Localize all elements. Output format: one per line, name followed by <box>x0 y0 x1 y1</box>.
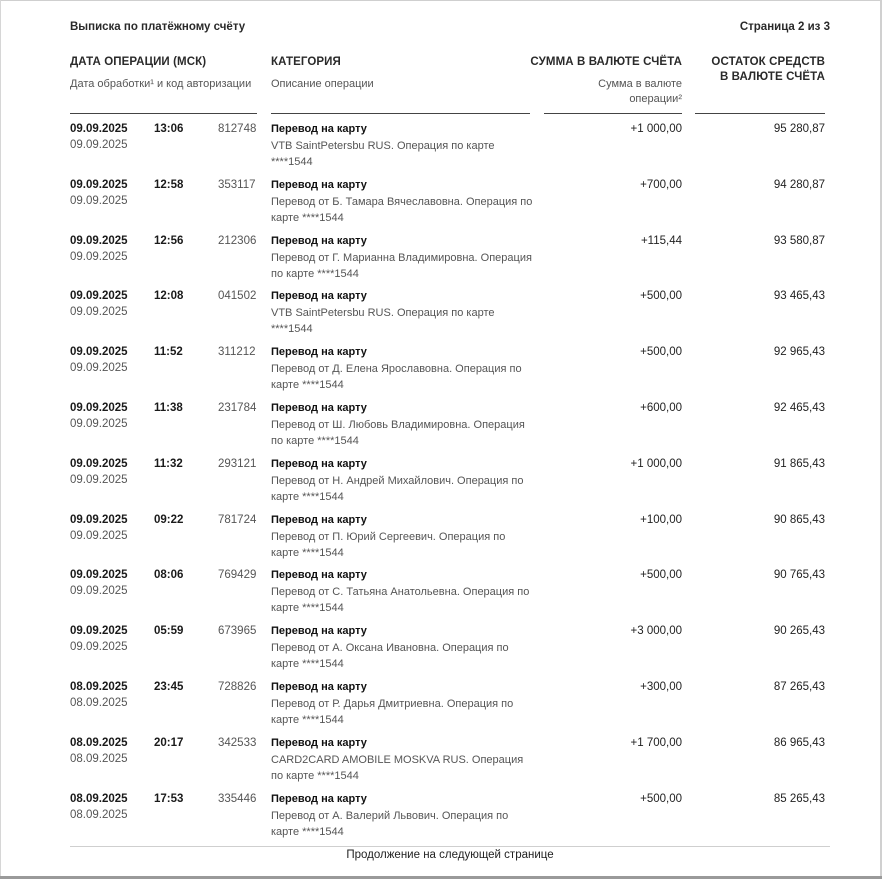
operation-time: 12:08 <box>154 290 184 302</box>
account-balance: 85 265,43 <box>773 793 825 805</box>
operation-description: Перевод от Б. Тамара Вячеславовна. Операция по карте ****1544 <box>271 196 533 224</box>
operation-amount: +300,00 <box>640 681 682 693</box>
operation-amount: +1 000,00 <box>630 123 682 135</box>
operation-category: Перевод на карту <box>271 737 367 749</box>
authorization-code: 342533 <box>218 737 257 749</box>
processing-date: 08.09.2025 <box>70 809 128 821</box>
operation-time: 11:32 <box>154 458 183 470</box>
transaction-row <box>0 681 882 737</box>
operation-category: Перевод на карту <box>271 793 367 805</box>
account-balance: 92 965,43 <box>773 346 825 358</box>
processing-date: 09.09.2025 <box>70 418 128 430</box>
operation-description: CARD2CARD AMOBILE MOSKVA RUS. Операция по карте ****1544 <box>271 754 524 782</box>
authorization-code: 769429 <box>218 569 257 581</box>
operation-description: Перевод от Ш. Любовь Владимировна. Операция по карте ****1544 <box>271 419 525 447</box>
operation-amount: +500,00 <box>640 569 682 581</box>
authorization-code: 293121 <box>218 458 257 470</box>
operation-date: 09.09.2025 <box>70 402 128 414</box>
transaction-row <box>0 346 882 402</box>
operation-date: 09.09.2025 <box>70 123 128 135</box>
operation-time: 23:45 <box>154 681 184 693</box>
column-subheader-amount: Сумма в валюте <box>598 78 682 90</box>
account-balance: 91 865,43 <box>773 458 825 470</box>
operation-category: Перевод на карту <box>271 514 367 526</box>
operation-category: Перевод на карту <box>271 402 367 414</box>
operation-date: 09.09.2025 <box>70 290 128 302</box>
account-balance: 90 265,43 <box>773 625 825 637</box>
account-balance: 93 465,43 <box>773 290 825 302</box>
operation-time: 12:56 <box>154 235 184 247</box>
operation-date: 08.09.2025 <box>70 793 128 805</box>
operation-description: Перевод от А. Валерий Львович. Операция по карте ****1544 <box>271 810 509 838</box>
column-header-date: ДАТА ОПЕРАЦИИ (МСК) <box>70 56 207 68</box>
operation-time: 13:06 <box>154 123 184 135</box>
column-header-balance-2: В ВАЛЮТЕ СЧЁТА <box>719 71 825 83</box>
processing-date: 09.09.2025 <box>70 585 128 597</box>
operation-time: 11:38 <box>154 402 183 414</box>
authorization-code: 041502 <box>218 290 257 302</box>
processing-date: 09.09.2025 <box>70 195 128 207</box>
processing-date: 08.09.2025 <box>70 753 128 765</box>
transaction-row <box>0 123 882 179</box>
authorization-code: 812748 <box>218 123 257 135</box>
operation-date: 09.09.2025 <box>70 458 128 470</box>
operation-category: Перевод на карту <box>271 123 367 135</box>
page-border-top <box>0 0 882 1</box>
operation-amount: +500,00 <box>640 346 682 358</box>
operation-time: 09:22 <box>154 514 184 526</box>
column-subheader-amount-2: операции² <box>629 93 682 105</box>
transaction-row <box>0 458 882 514</box>
operation-date: 09.09.2025 <box>70 235 128 247</box>
authorization-code: 335446 <box>218 793 257 805</box>
processing-date: 08.09.2025 <box>70 697 128 709</box>
operation-category: Перевод на карту <box>271 290 367 302</box>
processing-date: 09.09.2025 <box>70 306 128 318</box>
operation-amount: +500,00 <box>640 290 682 302</box>
operation-date: 08.09.2025 <box>70 737 128 749</box>
operation-category: Перевод на карту <box>271 569 367 581</box>
header-divider-amount <box>544 113 682 114</box>
header-divider-date <box>70 113 257 114</box>
document-title: Выписка по платёжному счёту <box>70 21 246 33</box>
operation-description: Перевод от Г. Марианна Владимировна. Операция по карте ****1544 <box>271 252 532 280</box>
authorization-code: 311212 <box>218 346 256 358</box>
account-balance: 87 265,43 <box>773 681 825 693</box>
processing-date: 09.09.2025 <box>70 139 128 151</box>
operation-date: 09.09.2025 <box>70 179 128 191</box>
operation-description: Перевод от Р. Дарья Дмитриевна. Операция по карте ****1544 <box>271 698 514 726</box>
operation-time: 17:53 <box>154 793 184 805</box>
operation-amount: +115,44 <box>640 235 682 247</box>
account-balance: 90 865,43 <box>773 514 825 526</box>
continuation-note: Продолжение на следующей странице <box>346 849 554 861</box>
processing-date: 09.09.2025 <box>70 474 128 486</box>
operation-description: VTB SaintPetersbu RUS. Операция по карте ****1544 <box>271 140 495 168</box>
operation-amount: +1 700,00 <box>630 737 682 749</box>
operation-date: 09.09.2025 <box>70 625 128 637</box>
transaction-row <box>0 514 882 570</box>
transaction-row <box>0 625 882 681</box>
column-header-category: КАТЕГОРИЯ <box>271 56 341 68</box>
processing-date: 09.09.2025 <box>70 530 128 542</box>
operation-category: Перевод на карту <box>271 681 367 693</box>
operation-amount: +100,00 <box>640 514 682 526</box>
account-balance: 92 465,43 <box>773 402 825 414</box>
account-balance: 94 280,87 <box>773 179 825 191</box>
transaction-row <box>0 402 882 458</box>
footer-divider <box>70 846 830 847</box>
transaction-row <box>0 737 882 793</box>
operation-date: 09.09.2025 <box>70 569 128 581</box>
authorization-code: 781724 <box>218 514 257 526</box>
operation-description: Перевод от С. Татьяна Анатольевна. Операция по карте ****1544 <box>271 586 530 614</box>
account-balance: 95 280,87 <box>773 123 825 135</box>
operation-amount: +1 000,00 <box>630 458 682 470</box>
operation-category: Перевод на карту <box>271 235 367 247</box>
account-balance: 86 965,43 <box>773 737 825 749</box>
operation-category: Перевод на карту <box>271 346 367 358</box>
operation-date: 09.09.2025 <box>70 346 128 358</box>
operation-category: Перевод на карту <box>271 458 367 470</box>
operation-time: 08:06 <box>154 569 184 581</box>
operation-description: Перевод от Д. Елена Ярославовна. Операция по карте ****1544 <box>271 363 522 391</box>
transaction-row <box>0 235 882 291</box>
operation-amount: +600,00 <box>640 402 682 414</box>
operation-description: Перевод от Н. Андрей Михайлович. Операция по карте ****1544 <box>271 475 524 503</box>
operation-description: VTB SaintPetersbu RUS. Операция по карте ****1544 <box>271 307 495 335</box>
operation-description: Перевод от А. Оксана Ивановна. Операция по карте ****1544 <box>271 642 509 670</box>
operation-date: 09.09.2025 <box>70 514 128 526</box>
page-number: Страница 2 из 3 <box>739 21 830 33</box>
account-balance: 93 580,87 <box>773 235 825 247</box>
column-subheader-category: Описание операции <box>271 78 374 90</box>
authorization-code: 728826 <box>218 681 257 693</box>
processing-date: 09.09.2025 <box>70 251 128 263</box>
operation-category: Перевод на карту <box>271 625 367 637</box>
operation-time: 11:52 <box>154 346 183 358</box>
operation-amount: +500,00 <box>640 793 682 805</box>
transaction-row <box>0 793 882 849</box>
processing-date: 09.09.2025 <box>70 362 128 374</box>
processing-date: 09.09.2025 <box>70 641 128 653</box>
transaction-row <box>0 569 882 625</box>
column-header-balance: ОСТАТОК СРЕДСТВ <box>711 56 825 68</box>
operation-amount: +700,00 <box>640 179 682 191</box>
authorization-code: 231784 <box>218 402 257 414</box>
operation-description: Перевод от П. Юрий Сергеевич. Операция по карте ****1544 <box>271 531 506 559</box>
column-header-amount: СУММА В ВАЛЮТЕ СЧЁТА <box>530 56 682 68</box>
transaction-row <box>0 179 882 235</box>
transaction-row <box>0 290 882 346</box>
authorization-code: 673965 <box>218 625 257 637</box>
operation-time: 12:58 <box>154 179 184 191</box>
operation-amount: +3 000,00 <box>630 625 682 637</box>
operation-time: 20:17 <box>154 737 184 749</box>
header-divider-category <box>271 113 530 114</box>
account-balance: 90 765,43 <box>773 569 825 581</box>
authorization-code: 353117 <box>218 179 256 191</box>
operation-time: 05:59 <box>154 625 184 637</box>
column-subheader-date: Дата обработки¹ и код авторизации <box>70 78 252 90</box>
authorization-code: 212306 <box>218 235 257 247</box>
header-divider-balance <box>695 113 825 114</box>
operation-category: Перевод на карту <box>271 179 367 191</box>
operation-date: 08.09.2025 <box>70 681 128 693</box>
